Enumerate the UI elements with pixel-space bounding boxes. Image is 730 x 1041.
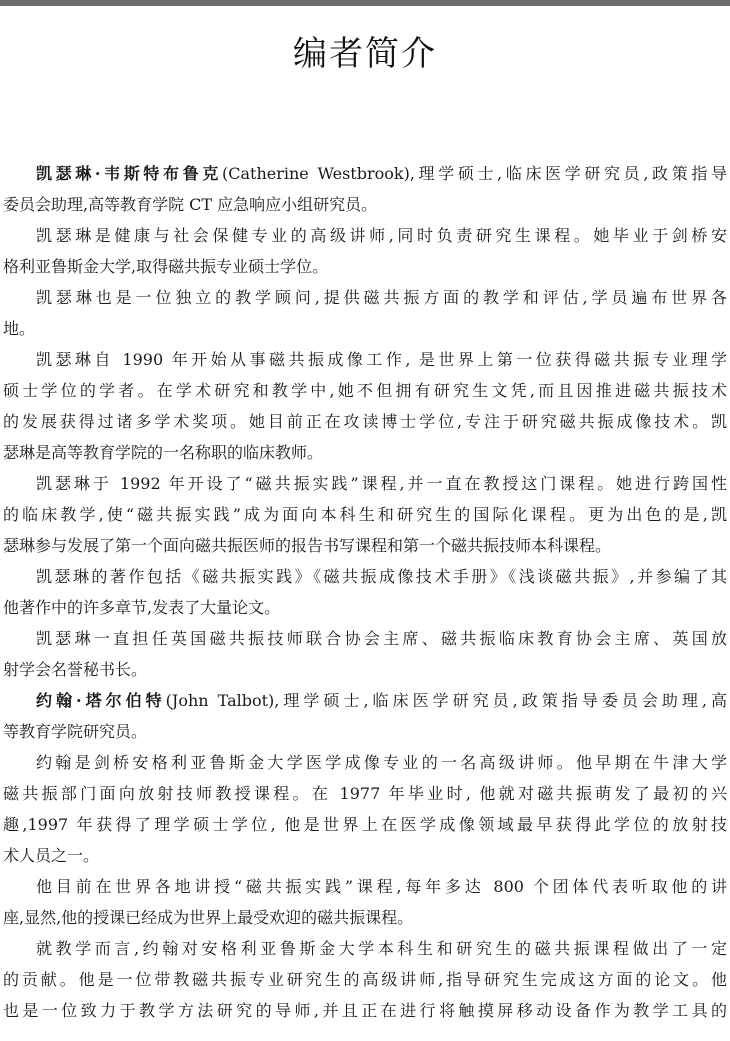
text-line <box>0 716 730 747</box>
line-text: 凯瑟琳是健康与社会保健专业的高级讲师,同时负责研究生课程。她毕业于剑桥安 <box>36 226 727 245</box>
text-line <box>0 592 730 623</box>
text-line <box>0 282 730 313</box>
line-text: 也是一位致力于教学方法研究的导师,并且正在进行将触摸屏移动设备作为教学工具的 <box>3 1001 727 1020</box>
line-text: 约翰是剑桥安格利亚鲁斯金大学医学成像专业的一名高级讲师。他早期在牛津大学 <box>36 753 727 772</box>
line-text: 等教育学院研究员。 <box>3 722 148 741</box>
line-text: 格利亚鲁斯金大学,取得磁共振专业硕士学位。 <box>3 257 329 276</box>
line-text: 凯瑟琳的著作包括《磁共振实践》《磁共振成像技术手册》《浅谈磁共振》,并参编了其 <box>36 567 727 586</box>
line-text: 瑟琳是高等教育学院的一名称职的临床教师。 <box>3 443 324 462</box>
text-line <box>0 406 730 437</box>
author-name: 凯瑟琳·韦斯特布鲁克 <box>36 164 222 183</box>
line-text: 凯瑟琳自 1990 年开始从事磁共振成像工作, 是世界上第一位获得磁共振专业理学 <box>36 350 727 369</box>
line-text: 就教学而言,约翰对安格利亚鲁斯金大学本科生和研究生的磁共振课程做出了一定 <box>36 939 727 958</box>
line-text: 座,显然,他的授课已经成为世界上最受欢迎的磁共振课程。 <box>3 908 414 927</box>
text-line <box>0 871 730 902</box>
line-text: 地。 <box>3 319 36 338</box>
text-line <box>0 902 730 933</box>
text-line <box>0 530 730 561</box>
text-line <box>0 437 730 468</box>
line-text: 他著作中的许多章节,发表了大量论文。 <box>3 598 281 617</box>
line-text: 委员会助理,高等教育学院 CT 应急响应小组研究员。 <box>3 195 378 214</box>
text-line <box>0 561 730 592</box>
text-line <box>0 685 730 716</box>
line-text: 硕士学位的学者。在学术研究和教学中,她不但拥有研究生文凭,而且因推进磁共振技术 <box>3 381 727 400</box>
line-text: 射学会名誉秘书长。 <box>3 660 148 679</box>
line-text: 他目前在世界各地讲授“磁共振实践”课程,每年多达 800 个团体代表听取他的讲 <box>36 877 727 896</box>
line-text: 的贡献。他是一位带教磁共振专业研究生的高级讲师,指导研究生完成这方面的论文。他 <box>3 970 727 989</box>
text-line <box>0 840 730 871</box>
line-text: 的临床教学,使“磁共振实践”成为面向本科生和研究生的国际化课程。更为出色的是,凯 <box>3 505 727 524</box>
text-line <box>0 809 730 840</box>
line-text: 凯瑟琳也是一位独立的教学顾问,提供磁共振方面的教学和评估,学员遍布世界各 <box>36 288 727 307</box>
top-rule <box>0 0 730 6</box>
text-line <box>0 220 730 251</box>
text-line <box>0 375 730 406</box>
line-text: 凯瑟琳于 1992 年开设了“磁共振实践”课程,并一直在教授这门课程。她进行跨国性 <box>36 474 727 493</box>
text-line <box>0 933 730 964</box>
body-text <box>0 158 730 1026</box>
text-line <box>0 499 730 530</box>
line-text: 瑟琳参与发展了第一个面向磁共振医师的报告书写课程和第一个磁共振技师本科课程。 <box>3 536 612 555</box>
author-name: 约翰·塔尔伯特 <box>36 691 166 710</box>
text-line <box>0 747 730 778</box>
text-line <box>0 189 730 220</box>
line-text: 术人员之一。 <box>3 846 100 865</box>
line-text: (John Talbot),理学硕士,临床医学研究员,政策指导委员会助理,高 <box>165 691 727 710</box>
line-text: 磁共振部门面向放射技师教授课程。在 1977 年毕业时, 他就对磁共振萌发了最初的兴 <box>3 784 727 803</box>
text-line <box>0 158 730 189</box>
text-line <box>0 344 730 375</box>
text-line <box>0 468 730 499</box>
text-line <box>0 251 730 282</box>
text-line <box>0 964 730 995</box>
text-line <box>0 995 730 1026</box>
text-line <box>0 313 730 344</box>
text-line <box>0 654 730 685</box>
line-text: 趣,1997 年获得了理学硕士学位, 他是世界上在医学成像领域最早获得此学位的放射技 <box>3 815 727 834</box>
text-line <box>0 778 730 809</box>
text-line <box>0 623 730 654</box>
page-title: 编者简介 <box>293 34 437 74</box>
line-text: 的发展获得过诸多学术奖项。她目前正在攻读博士学位,专注于研究磁共振成像技术。凯 <box>3 412 727 431</box>
line-text: (Catherine Westbrook),理学硕士,临床医学研究员,政策指导 <box>221 164 727 183</box>
line-text: 凯瑟琳一直担任英国磁共振技师联合协会主席、磁共振临床教育协会主席、英国放 <box>36 629 727 648</box>
